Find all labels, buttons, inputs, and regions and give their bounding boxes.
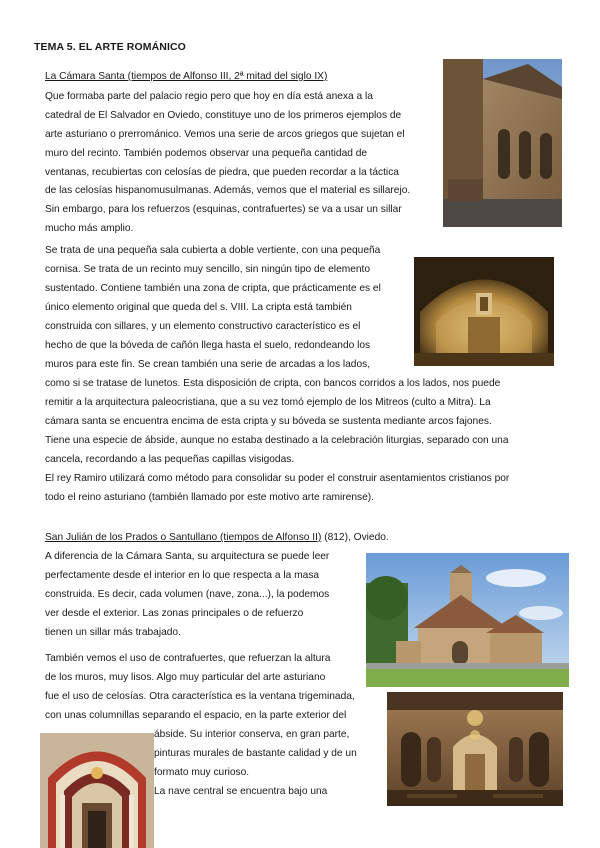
text-line: A diferencia de la Cámara Santa, su arquitectura se puede leer [45,551,330,562]
santullano-exterior-photo [366,553,569,687]
text-line: único elemento original que queda del s. VIII. La cripta está también [45,302,352,313]
text-line: ventanas, recubiertas con celosías de piedra, que pueden recordar a la táctica [45,167,399,178]
section-heading-underlined: San Julián de los Prados o Santullano (tiempos de Alfonso II) [45,532,322,543]
text-line: Se trata de una pequeña sala cubierta a doble vertiente, con una pequeña [45,245,381,256]
text-line: cámara santa se encuentra encima de esta cripta y su bóveda se sustenta mediante arcos fajones. [45,416,492,427]
text-line: La nave central se encuentra bajo una [154,786,328,797]
text-line: construida con sillares, y un elemento constructivo característico es el [45,321,361,332]
text-line: fue el uso de celosías. Otra característica es la ventana trigeminada, [45,691,355,702]
camara-santa-exterior-photo [443,59,562,227]
text-line: como si se tratase de lunetos. Esta disposición de cripta, con bancos corridos a los lados, nos puede [45,378,501,389]
text-line: pinturas murales de bastante calidad y de un [154,748,357,759]
section-heading-camara-santa: La Cámara Santa (tiempos de Alfonso III, 2ª mitad del siglo IX) [45,71,328,82]
section-heading-santullano [45,529,389,548]
text-line: todo el reino asturiano (también llamado por este motivo arte ramirense). [45,492,374,503]
text-line: cancela, recordando a las pequeñas capillas visigodas. [45,454,295,465]
document-title: TEMA 5. EL ARTE ROMÁNICO [34,41,186,53]
santullano-interior-photo [387,692,563,806]
text-line: Sin embargo, para los refuerzos (esquinas, contrafuertes) se va a usar un sillar [45,204,402,215]
text-line: Que formaba parte del palacio regio pero que hoy en día está anexa a la [45,91,373,102]
section-heading-rest: (812), Oviedo. [321,532,389,543]
text-line: ábside. Su interior conserva, en gran parte, [154,729,350,740]
text-line: ver desde el exterior. Las zonas principales o de refuerzo [45,608,304,619]
text-line: construida. Es decir, cada volumen (nave, zona...), la podemos [45,589,330,600]
text-line: formato muy curioso. [154,767,250,778]
text-line: perfectamente desde el interior en lo que respecta a la masa [45,570,320,581]
santullano-apse-photo [40,733,154,848]
text-line: tienen un sillar más trabajado. [45,627,181,638]
text-line: sustentado. Contiene también una zona de cripta, que prácticamente es el [45,283,381,294]
text-line: hecho de que la bóveda de cañón llega hasta el suelo, redondeando los [45,340,371,351]
text-line: arte asturiano o prerrománico. Vemos una serie de arcos griegos que sujetan el [45,129,405,140]
camara-santa-crypt-photo [414,257,554,366]
text-line: El rey Ramiro utilizará como método para consolidar su poder el construir asentamientos cristianos por [45,473,510,484]
text-line: Tiene una especie de ábside, aunque no estaba destinado a la celebración liturgias, separado con una [45,435,509,446]
text-line: mucho más amplio. [45,223,134,234]
text-line: catedral de El Salvador en Oviedo, constituye uno de los primeros ejemplos de [45,110,402,121]
text-line: muro del recinto. También podemos observar una pequeña cantidad de [45,148,368,159]
text-line: cornisa. Se trata de un recinto muy sencillo, sin ningún tipo de elemento [45,264,371,275]
text-line: con unas columnillas separando el espacio, en la parte exterior del [45,710,347,721]
text-line: También vemos el uso de contrafuertes, que refuerzan la altura [45,653,331,664]
text-line: de los muros, muy lisos. Algo muy particular del arte asturiano [45,672,326,683]
text-line: muros para este fin. Se crean también una serie de arcadas a los lados, [45,359,371,370]
text-line: de las celosías hispanomusulmanas. Además, vemos que el material es sillarejo. [45,185,411,196]
text-line: remitir a la arquitectura paleocristiana, que a su vez tomó ejemplo de los Mitreos (culto a Mitra). La [45,397,491,408]
